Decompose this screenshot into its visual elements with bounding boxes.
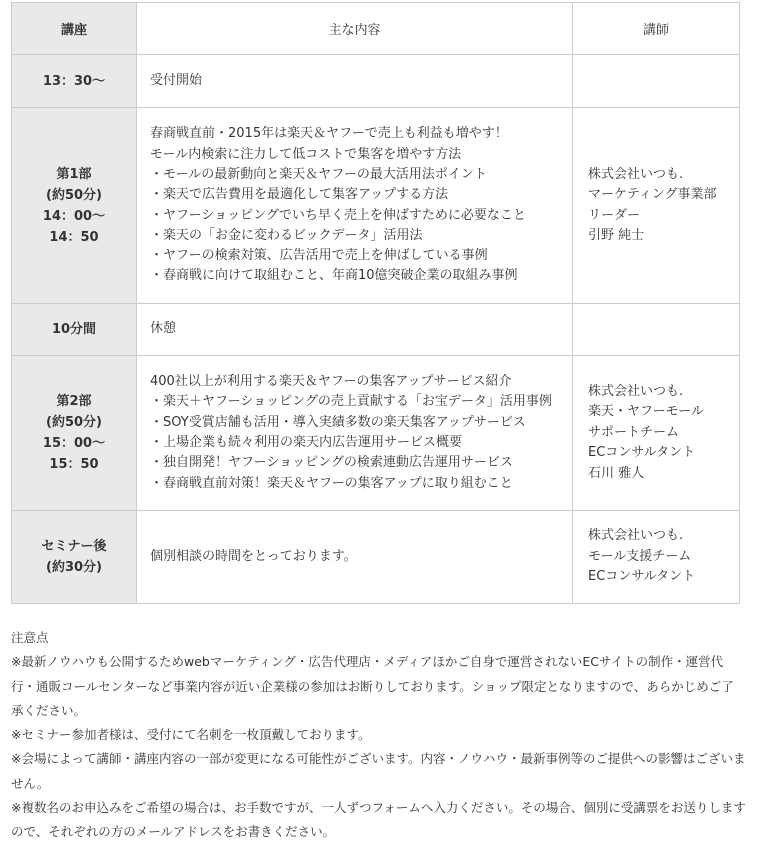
note-item: ※セミナー参加者様は、受付にて名刺を一枚頂戴しております。 [11,727,371,743]
table-row-after-seminar [12,511,740,604]
cell-line: ・ヤフーショッピングでいち早く売上を伸ばすために必要なこと [150,207,526,223]
cell-line: 14：00～ [42,208,106,224]
row-content [137,55,573,108]
cell-line: 15：00～ [42,436,106,451]
header-lecturer: 講師 [573,3,740,55]
cell-line: セミナー後 [41,539,107,554]
row-lecturer [573,55,740,108]
cell-line: 株式会社いつも. [588,166,684,182]
cell-line: ECコンサルタント [588,569,696,585]
cell-line: モール支援チーム [588,548,692,564]
cell-line: ・ヤフーの検索対策、広告活用で売上を伸ばしている事例 [150,248,488,264]
table-row-break [12,304,740,356]
cell-line: ・独自開発！ヤフーショッピングの検索連動広告運用サービス [150,455,513,471]
cell-line: 13：30～ [42,73,106,89]
table-row-part1 [12,108,740,304]
cell-line: 休憩 [150,321,177,337]
cell-line: リーダー [588,207,641,223]
cell-line: 株式会社いつも. [588,383,684,399]
cell-line: 第2部 [56,394,92,409]
table-header-row [12,3,740,55]
header-content: 主な内容 [137,3,573,55]
cell-line: (約30分) [46,560,102,575]
cell-line: 株式会社いつも. [588,528,684,544]
cell-line: 受付開始 [150,72,203,88]
cell-line: ・春商戦直前対策！楽天＆ヤフーの集客アップに取り組むこと [150,475,513,491]
cell-line: 10分間 [51,322,97,337]
cell-line: 石川 雅人 [588,465,645,481]
cell-line: 楽天・ヤフーモール [588,404,704,420]
cell-line: サポートチーム [588,424,680,440]
row-label [12,55,137,108]
table-row-part2 [12,356,740,511]
row-content [137,511,573,604]
cell-line: (約50分) [46,187,102,203]
row-lecturer [573,108,740,304]
row-content [137,304,573,356]
cell-line: ・楽天で広告費用を最適化して集客アップする方法 [150,187,449,203]
cell-line: ・上場企業も続々利用の楽天内広告運用サービス概要 [150,435,463,450]
row-content [137,356,573,511]
cell-line: ・春商戦に向けて取組むこと、年商10億突破企業の取組み事例 [150,268,518,284]
cell-line: 個別相談の時間をとっております。 [150,548,357,564]
seminar-schedule-table [11,2,740,604]
note-item: ※最新ノウハウも公開するためwebマーケティング・広告代理店・メディアほかご自身で運営されないECサイトの制作・運営代行・通販コールセンターなど事業内容が近い企業様の参加はお断りしております。ショップ限定となりますので、あらかじめご了承ください。 [11,654,734,718]
cell-line: マーケティング事業部 [588,187,717,202]
cell-line: ECコンサルタント [588,445,696,461]
cell-line: 15：50 [49,457,99,472]
row-label [12,356,137,511]
cell-line: ・楽天の「お金に変わるビックデータ」活用法 [150,227,423,243]
cell-line: 400社以上が利用する楽天＆ヤフーの集客アップサービス紹介 [150,374,512,390]
row-lecturer [573,511,740,604]
notes-title: 注意点 [11,630,49,645]
cell-line: 春商戦直前・2015年は楽天＆ヤフーで売上も利益も増やす！ [150,126,508,142]
row-lecturer [573,356,740,511]
note-item: ※会場によって講師・講座内容の一部が変更になる可能性がございます。内容・ノウハウ・最新事例等のご提供への影響はございません。 [11,751,746,791]
table-row-reception [12,55,740,108]
row-label [12,304,137,356]
cell-line: モール内検索に注力して低コストで集客を増やす方法 [150,146,462,162]
cell-line: 14：50 [49,229,99,245]
header-course: 講座 [12,3,137,55]
row-label [12,108,137,304]
row-lecturer [573,304,740,356]
cell-line: 引野 純士 [588,228,645,243]
row-label [12,511,137,604]
cell-line: (約50分) [46,415,102,430]
cell-line: ・モールの最新動向と楽天＆ヤフーの最大活用法ポイント [150,166,487,182]
cell-line: ・楽天＋ヤフーショッピングの売上貢献する「お宝データ」活用事例 [150,394,552,410]
notes-section [11,626,746,845]
cell-line: ・SOY受賞店舗も活用・導入実績多数の楽天集客アップサービス [150,414,526,430]
note-item: ※複数名のお申込みをご希望の場合は、お手数ですが、一人ずつフォームへ入力ください。その場合、個別に受講票をお送りしますので、それぞれの方のメールアドレスをお書きください。 [11,800,746,840]
row-content [137,108,573,304]
cell-line: 第1部 [56,166,92,182]
